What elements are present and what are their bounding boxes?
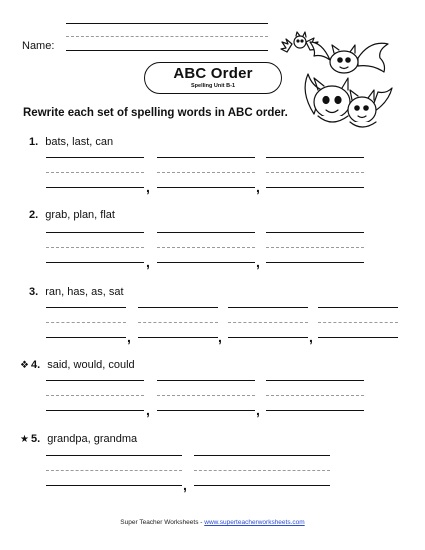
question-words: grandpa, grandma [47, 433, 138, 445]
comma: , [256, 254, 260, 270]
q3-mid-dash-2 [138, 322, 218, 323]
q4-mid-dash-1 [46, 395, 144, 396]
q4-top-line-1 [46, 380, 144, 381]
q4-top-line-2 [157, 380, 255, 381]
q4-answer-line-1[interactable] [46, 410, 144, 411]
comma: , [146, 402, 150, 418]
question-5 [20, 433, 137, 445]
question-words: grab, plan, flat [45, 209, 115, 221]
q2-top-line-1 [46, 232, 144, 233]
question-1 [29, 136, 113, 148]
q3-answer-line-1[interactable] [46, 337, 126, 338]
q2-mid-dash-3 [266, 247, 364, 248]
q1-top-line-3 [266, 157, 364, 158]
question-number: 4. [30, 359, 41, 371]
q4-mid-dash-3 [266, 395, 364, 396]
comma: , [127, 329, 131, 345]
q2-top-line-2 [157, 232, 255, 233]
q1-answer-line-3[interactable] [266, 187, 364, 188]
title-banner [144, 62, 282, 94]
q5-answer-line-2[interactable] [194, 485, 330, 486]
q4-top-line-3 [266, 380, 364, 381]
question-number: 5. [30, 433, 41, 445]
q3-top-line-4 [318, 307, 398, 308]
name-label: Name: [22, 40, 55, 52]
q4-mid-dash-2 [157, 395, 255, 396]
q3-mid-dash-3 [228, 322, 308, 323]
q3-answer-line-2[interactable] [138, 337, 218, 338]
comma: , [183, 477, 187, 493]
q5-top-line-1 [46, 455, 182, 456]
comma: , [309, 329, 313, 345]
q2-answer-line-3[interactable] [266, 262, 364, 263]
q2-top-line-3 [266, 232, 364, 233]
footer [0, 519, 425, 526]
question-words: said, would, could [47, 359, 135, 371]
q2-answer-line-2[interactable] [157, 262, 255, 263]
q4-answer-line-3[interactable] [266, 410, 364, 411]
page-subtitle: Spelling Unit B-1 [191, 83, 235, 89]
q1-answer-line-1[interactable] [46, 187, 144, 188]
q2-answer-line-1[interactable] [46, 262, 144, 263]
question-words: bats, last, can [45, 136, 114, 148]
name-write-line[interactable] [66, 50, 268, 51]
q3-mid-dash-1 [46, 322, 126, 323]
q3-answer-line-3[interactable] [228, 337, 308, 338]
comma: , [146, 254, 150, 270]
q2-mid-dash-2 [157, 247, 255, 248]
diamond-icon: ❖ [20, 360, 29, 371]
q3-top-line-1 [46, 307, 126, 308]
q1-top-line-2 [157, 157, 255, 158]
name-mid-dash [66, 36, 268, 37]
bats-illustration-icon [270, 22, 400, 142]
q4-answer-line-2[interactable] [157, 410, 255, 411]
q5-top-line-2 [194, 455, 330, 456]
q3-answer-line-4[interactable] [318, 337, 398, 338]
q1-mid-dash-1 [46, 172, 144, 173]
question-number: 3. [29, 286, 39, 298]
q2-mid-dash-1 [46, 247, 144, 248]
q1-answer-line-2[interactable] [157, 187, 255, 188]
question-4 [20, 359, 135, 371]
footer-link[interactable]: www.superteacherworksheets.com [204, 519, 305, 526]
comma: , [146, 179, 150, 195]
question-words: ran, has, as, sat [45, 286, 124, 298]
comma: , [218, 329, 222, 345]
instructions: Rewrite each set of spelling words in ABC order. [23, 107, 288, 119]
question-number: 2. [29, 209, 39, 221]
q1-mid-dash-2 [157, 172, 255, 173]
q1-mid-dash-3 [266, 172, 364, 173]
q3-mid-dash-4 [318, 322, 398, 323]
star-icon: ★ [20, 434, 29, 445]
page-title: ABC Order [173, 65, 253, 82]
q5-answer-line-1[interactable] [46, 485, 182, 486]
q3-top-line-2 [138, 307, 218, 308]
footer-text: Super Teacher Worksheets - [120, 519, 205, 526]
question-2 [29, 209, 115, 221]
question-3 [29, 286, 124, 298]
q1-top-line-1 [46, 157, 144, 158]
q5-mid-dash-2 [194, 470, 330, 471]
name-top-line [66, 23, 268, 24]
comma: , [256, 402, 260, 418]
q3-top-line-3 [228, 307, 308, 308]
q5-mid-dash-1 [46, 470, 182, 471]
question-number: 1. [29, 136, 39, 148]
comma: , [256, 179, 260, 195]
